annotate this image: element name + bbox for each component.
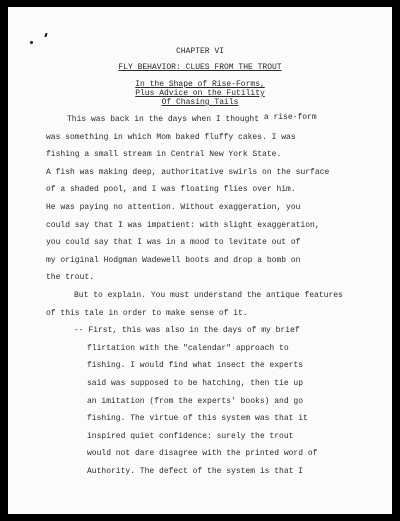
text-line: Authority. The defect of the system is that I [87, 466, 304, 476]
text-line: fishing. I would find what insect the experts [87, 361, 304, 371]
text-line: fishing a small stream in Central New York State. [46, 150, 282, 160]
text-line: said was supposed to be hatching, then tie up [87, 378, 304, 388]
text-line: -- First, this was also in the days of my brief [74, 326, 300, 336]
text-line: would not dare disagree with the printed word of [87, 449, 318, 459]
text-line: inspired quiet confidence: surely the trout [87, 431, 294, 441]
subtitle-line: In the Shape of Rise-Forms, [135, 80, 265, 89]
text-line: of a shaded pool, and I was floating flies over him. [46, 185, 296, 195]
chapter-heading: CHAPTER VI [175, 47, 224, 56]
text-line: of this tale in order to make sense of it. [46, 308, 248, 318]
text-line: flirtation with the "calendar" approach to [87, 343, 289, 353]
text-line: was something in which Mom baked fluffy cakes. I was [46, 132, 296, 142]
subtitle-line: Of Chasing Tails [161, 98, 239, 107]
line-text: This was back in the days when I thought [67, 115, 264, 124]
text-line: the trout. [46, 273, 95, 283]
text-line: A fish was making deep, authoritative swirls on the surface [46, 167, 330, 177]
text-line: an imitation (from the experts' books) and go [87, 396, 304, 406]
text-line: you could say that I was in a mood to levitate out of [46, 238, 301, 248]
chapter-body-text [46, 111, 392, 480]
subtitle-line: Plus Advice on the Futility [135, 89, 265, 98]
document-page [8, 7, 392, 514]
text-line: He was paying no attention. Without exaggeration, you [46, 202, 301, 212]
inserted-text: a rise-form [263, 113, 317, 122]
text-line: my original Hodgman Wadewell boots and drop a bomb on [46, 255, 301, 265]
chapter-title: FLY BEHAVIOR: CLUES FROM THE TROUT [118, 63, 282, 72]
text-line: But to explain. You must understand the antique features [74, 290, 343, 300]
margin-dot-mark [30, 41, 33, 44]
text-line: could say that I was impatient: with slight exaggeration, [46, 220, 320, 230]
text-line: fishing. The virtue of this system was that it [87, 414, 308, 424]
text-line [46, 111, 392, 129]
margin-tick-mark [44, 33, 47, 37]
